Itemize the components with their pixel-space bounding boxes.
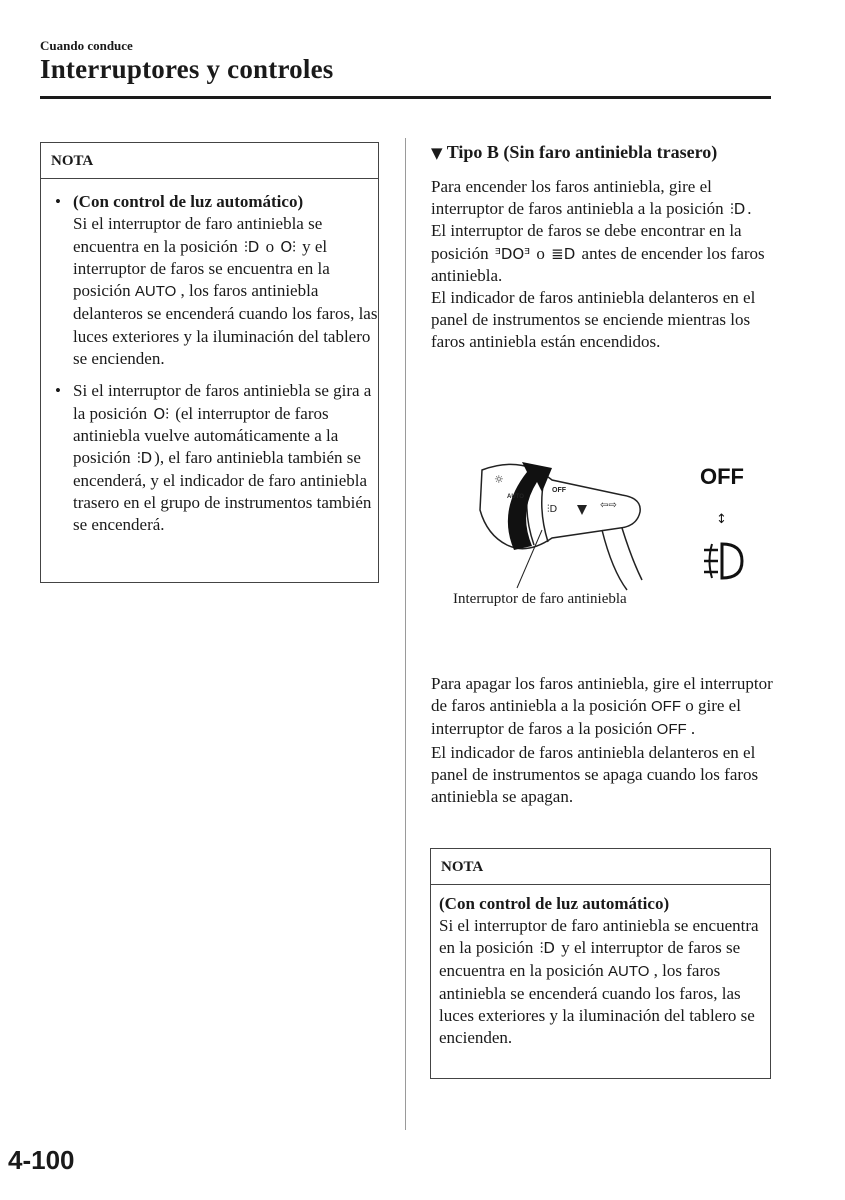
note-text: Si el interruptor de faro antiniebla se encuentra en la posición <box>73 214 323 256</box>
note-text: (el interruptor de faros antiniebla vuelve automáticamente a la posición <box>73 403 339 468</box>
para-text: Para apagar los faros antiniebla, gire el interruptor de faros antiniebla a la posición <box>431 674 773 716</box>
para-text: . <box>747 199 752 219</box>
auto-label: AUTO <box>134 283 177 301</box>
section-label: Cuando conduce <box>40 38 133 53</box>
rear-fog-light-icon: O⫶ <box>153 404 169 423</box>
bullet-icon: • <box>55 381 61 401</box>
page-number: 4-100 <box>8 1145 75 1175</box>
stalk-auto-label: AUTO <box>507 494 524 500</box>
note-text: ), el faro antiniebla también se encenderá, y el indicador de faro antiniebla trasero en el grupo de instrumentos también se encenderá. <box>73 448 372 535</box>
paragraph-turn-on <box>431 176 776 354</box>
note-bullet-1 <box>41 191 378 370</box>
note-text: Si el interruptor de faros antiniebla se gira a la posición <box>73 381 372 423</box>
front-fog-light-icon <box>704 544 742 578</box>
off-label: OFF <box>650 698 681 716</box>
front-fog-light-icon: ⫶D <box>539 939 555 958</box>
rear-fog-light-icon: O⫶ <box>280 237 296 256</box>
note-text: Si el interruptor de faro antiniebla se encuentra en la posición <box>439 916 759 958</box>
headlight-icon: ≣D <box>551 244 576 263</box>
note-bullet-2 <box>41 380 378 536</box>
page-title: Interruptores y controles <box>40 54 334 84</box>
figure-caption: Interruptor de faro antiniebla <box>453 591 627 607</box>
para-text: . <box>690 719 696 739</box>
front-fog-light-icon: ⫶D <box>136 449 153 468</box>
off-label: OFF <box>700 464 744 489</box>
triangle-icon: ▼ <box>431 144 443 162</box>
para-text: o gire el interruptor de faros a la posición <box>431 696 741 739</box>
note-box-left <box>40 142 379 583</box>
note-text: y el interruptor de faros se encuentra en la posición <box>439 938 741 980</box>
note-body <box>431 885 770 1049</box>
off-label: OFF <box>656 721 687 739</box>
para-text: o <box>536 243 545 263</box>
note-text: o <box>265 236 275 256</box>
subheading-text: Tipo B (Sin faro antiniebla trasero) <box>446 142 718 162</box>
auto-label: AUTO <box>608 962 650 980</box>
para-text: El interruptor de faros se debe encontrar en la posición <box>431 221 742 263</box>
note-heading: NOTA <box>41 143 378 179</box>
subheading <box>431 142 717 163</box>
para-text: Para encender los faros antiniebla, gire el interruptor de faros antiniebla a la posición <box>431 177 724 219</box>
note-heading: NOTA <box>431 849 770 885</box>
column-divider <box>405 138 406 1130</box>
para-text: El indicador de faros antiniebla delanteros en el panel de instrumentos se enciende mientras los faros antiniebla están encendidos. <box>431 288 756 352</box>
note-text: y el interruptor de faros se encuentra en la posición <box>73 236 330 301</box>
front-fog-light-icon: ⫶D <box>547 504 558 515</box>
paragraph-turn-off <box>431 673 776 808</box>
para-text: El indicador de faros antiniebla delanteros en el panel de instrumentos se apaga cuando los faros antiniebla se apagan. <box>431 742 759 807</box>
para-text: antes de encender los faros antiniebla. <box>431 243 765 285</box>
note-bold-lead: (Con control de luz automático) <box>73 192 304 211</box>
sun-icon: ☼ <box>494 473 504 486</box>
bullet-icon: • <box>55 192 61 211</box>
note-box-right <box>430 848 771 1079</box>
turn-signal-icon: ⇦⇨ <box>600 500 617 511</box>
updown-arrow-icon: ↕ <box>716 512 727 527</box>
note-text: , los faros antiniebla delanteros se encenderá cuando los faros, las luces exteriores y la iluminación del tablero se encienden. <box>73 281 378 369</box>
title-rule <box>40 96 771 99</box>
parking-light-icon: ᴲDOᴲ <box>494 244 531 263</box>
note-bold-lead: (Con control de luz automático) <box>439 894 670 913</box>
front-fog-light-icon: ⫶D <box>729 200 746 219</box>
front-fog-light-icon: ⫶D <box>244 237 260 256</box>
stalk-off-label: OFF <box>552 487 566 494</box>
note-text: , los faros antiniebla se encenderá cuando los faros, las luces exteriores y la iluminación del tablero se encienden. <box>439 960 755 1048</box>
